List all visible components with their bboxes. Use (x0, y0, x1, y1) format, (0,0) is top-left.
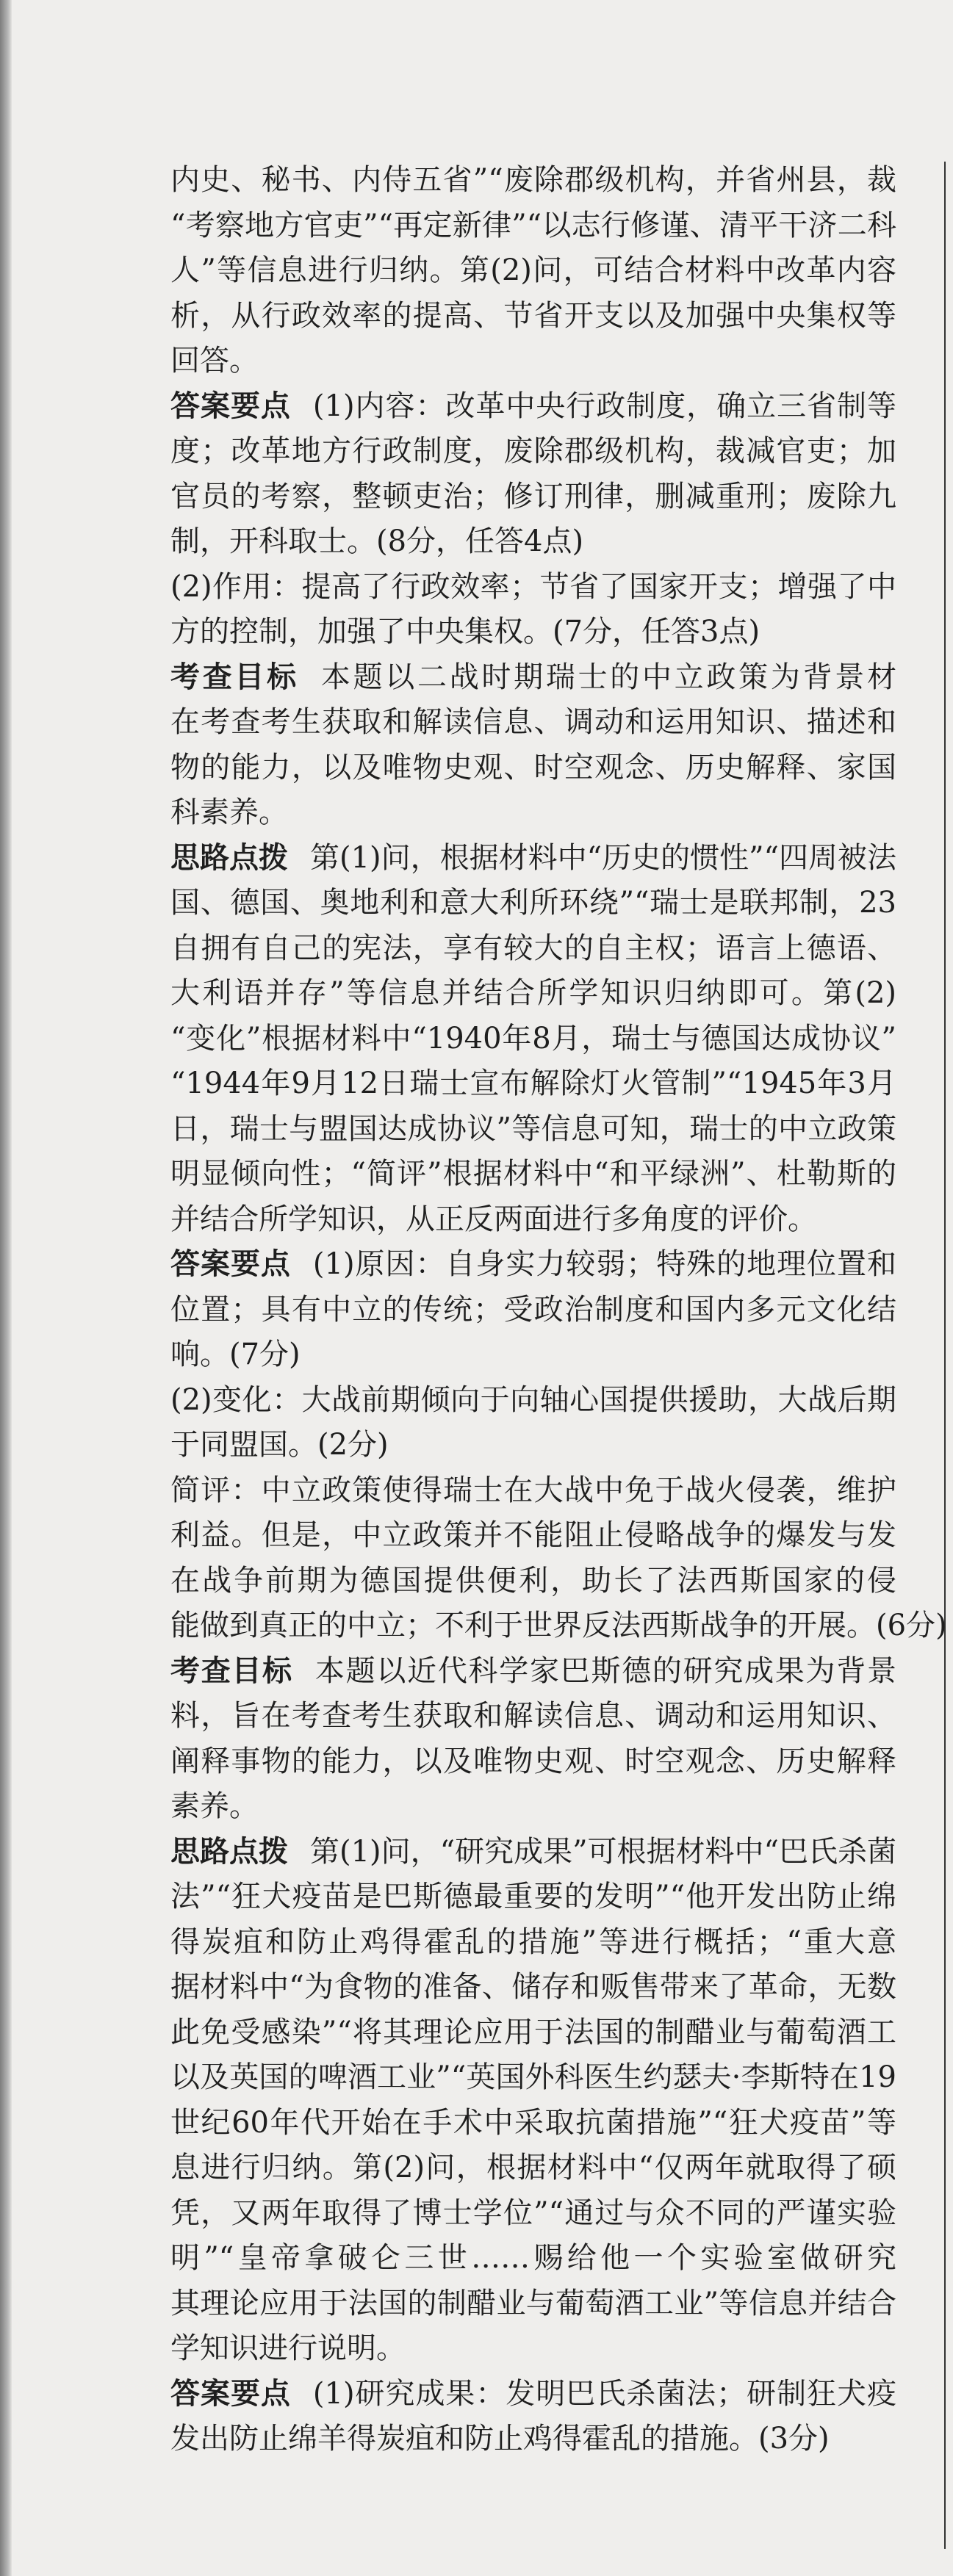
line-text: 据材料中“为食物的准备、储存和贩售带来了革命，无数 (170, 1970, 896, 2004)
text-line (170, 429, 896, 475)
text-line (170, 1378, 896, 1424)
line-text: 以及英国的啤酒工业”“英国外科医生约瑟夫·李斯特在19 (170, 2060, 896, 2094)
text-line (170, 1061, 896, 1107)
answer-text-column (170, 158, 947, 2462)
line-text: 学知识进行说明。 (170, 2331, 406, 2365)
text-line (170, 610, 896, 655)
line-text: 度；改革地方行政制度，废除郡级机构，裁减官吏；加 (170, 434, 896, 468)
line-text: 利益。但是，中立政策并不能阻止侵略战争的爆发与发 (170, 1518, 896, 1552)
line-text: 日，瑞士与盟国达成协议”等信息可知，瑞士的中立政策 (170, 1111, 896, 1146)
line-text: (2)作用：提高了行政效率；节省了国家开支；增强了中 (170, 569, 896, 604)
text-line (170, 519, 896, 565)
text-line (170, 700, 896, 746)
line-text: “变化”根据材料中“1940年8月，瑞士与德国达成协议” (170, 1021, 896, 1056)
section-label: 考查目标 (170, 660, 299, 694)
text-line (170, 2055, 896, 2101)
text-line (170, 1197, 896, 1243)
text-line (170, 2417, 896, 2462)
section-label: 考查目标 (170, 1653, 293, 1688)
line-text: 阐释事物的能力，以及唯物史观、时空观念、历史解释 (170, 1744, 896, 1778)
text-line (170, 2236, 896, 2281)
text-line (170, 1739, 896, 1785)
line-text: 息进行归纳。第(2)问，根据材料中“仅两年就取得了硕 (170, 2151, 896, 2184)
line-text: 明”“皇帝拿破仑三世……赐给他一个实验室做研究 (170, 2241, 896, 2275)
text-line (170, 746, 896, 791)
line-text: 本题以二战时期瑞士的中立政策为背景材 (320, 660, 896, 694)
line-text: (1)原因：自身实力较弱；特殊的地理位置和 (312, 1247, 896, 1281)
line-text: “考察地方官吏”“再定新律”“以志行修谨、清平干济二科 (170, 208, 896, 242)
text-line (170, 475, 896, 520)
line-text: 明显倾向性；“简评”根据材料中“和平绿洲”、杜勒斯的 (170, 1157, 896, 1191)
line-text: 科素养。 (170, 795, 288, 829)
text-line (170, 836, 896, 881)
text-line (170, 1875, 896, 1920)
text-line (170, 1559, 896, 1604)
section-label: 答案要点 (170, 389, 291, 423)
text-line (170, 2146, 896, 2191)
text-line (170, 1152, 896, 1197)
text-line (170, 1288, 896, 1333)
line-text: “1944年9月12日瑞士宣布解除灯火管制”“1945年3月 (170, 1067, 896, 1100)
line-text: 发出防止绵羊得炭疽和防止鸡得霍乱的措施。(3分) (170, 2422, 830, 2456)
text-line (170, 926, 896, 972)
line-text: 位置；具有中立的传统；受政治制度和国内多元文化结 (170, 1292, 896, 1327)
text-line (170, 2281, 896, 2327)
text-line (170, 158, 896, 203)
line-text: 得炭疽和防止鸡得霍乱的措施”等进行概括；“重大意 (170, 1924, 896, 1959)
line-text: 第(1)问，根据材料中“历史的惯性”“四周被法 (310, 840, 896, 875)
text-line (170, 971, 896, 1017)
text-line (170, 1784, 896, 1830)
line-text: 方的控制，加强了中央集权。(7分，任答3点) (170, 615, 760, 649)
text-line (170, 1965, 896, 2010)
text-line (170, 881, 896, 926)
line-text: 料，旨在考查考生获取和解读信息、调动和运用知识、 (170, 1699, 896, 1733)
line-text: 本题以近代科学家巴斯德的研究成果为背景 (314, 1653, 896, 1688)
line-text: 世纪60年代开始在手术中采取抗菌措施”“狂犬疫苗”等 (170, 2105, 896, 2140)
scan-edge-shadow (0, 0, 12, 2576)
text-line (170, 1830, 896, 1875)
column-divider (944, 162, 946, 2549)
text-line (170, 1107, 896, 1152)
line-text: 自拥有自己的宪法，享有较大的自主权；语言上德语、 (170, 931, 896, 965)
line-text: (1)内容：改革中央行政制度，确立三省制等 (312, 389, 896, 423)
text-line (170, 1017, 896, 1062)
text-line (170, 1603, 947, 1649)
line-text: (1)研究成果：发明巴氏杀菌法；研制狂犬疫 (312, 2376, 896, 2411)
text-line (170, 248, 896, 294)
text-line (170, 1423, 896, 1468)
line-text: 此免受感染”“将其理论应用于法国的制醋业与葡萄酒工 (170, 2015, 896, 2049)
line-text: 能做到真正的中立；不利于世界反法西斯战争的开展。(6分) (170, 1609, 947, 1642)
text-line (170, 790, 896, 836)
text-line (170, 2191, 896, 2237)
text-line (170, 2101, 896, 2146)
text-line (170, 1468, 896, 1514)
line-text: 回答。 (170, 344, 259, 378)
line-text: (2)变化：大战前期倾向于向轴心国提供援助，大战后期 (170, 1382, 896, 1417)
line-text: 在考查考生获取和解读信息、调动和运用知识、描述和 (170, 705, 896, 739)
section-label: 思路点拨 (170, 840, 288, 875)
line-text: 人”等信息进行归纳。第(2)问，可结合材料中改革内容 (170, 253, 896, 287)
text-line (170, 1649, 896, 1695)
section-label: 答案要点 (170, 2376, 291, 2411)
line-text: 在战争前期为德国提供便利，助长了法西斯国家的侵 (170, 1563, 896, 1598)
line-text: 凭，又两年取得了博士学位”“通过与众不同的严谨实验 (170, 2196, 896, 2230)
line-text: 其理论应用于法国的制醋业与葡萄酒工业”等信息并结合 (170, 2286, 896, 2320)
text-line (170, 2372, 896, 2417)
line-text: 大利语并存”等信息并结合所学知识归纳即可。第(2) (170, 976, 896, 1010)
section-label: 答案要点 (170, 1247, 291, 1281)
line-text: 素养。 (170, 1789, 259, 1823)
line-text: 简评：中立政策使得瑞士在大战中免于战火侵袭，维护 (170, 1473, 896, 1507)
text-line (170, 1694, 896, 1739)
text-line (170, 2010, 896, 2056)
text-line (170, 339, 896, 384)
text-line (170, 2326, 896, 2372)
text-line (170, 655, 896, 701)
text-line (170, 1332, 896, 1378)
section-label: 思路点拨 (170, 1834, 288, 1869)
line-text: 官员的考察，整顿吏治；修订刑律，删减重刑；废除九 (170, 479, 896, 513)
text-line (170, 203, 896, 249)
line-text: 物的能力，以及唯物史观、时空观念、历史解释、家国 (170, 750, 896, 784)
line-text: 于同盟国。(2分) (170, 1428, 389, 1462)
text-line (170, 1920, 896, 1966)
text-line (170, 294, 896, 339)
line-text: 并结合所学知识，从正反两面进行多角度的评价。 (170, 1202, 817, 1236)
line-text: 响。(7分) (170, 1338, 301, 1371)
line-text: 制，开科取士。(8分，任答4点) (170, 524, 584, 558)
line-text: 法”“狂犬疫苗是巴斯德最重要的发明”“他开发出防止绵 (170, 1880, 896, 1913)
line-text: 第(1)问，“研究成果”可根据材料中“巴氏杀菌 (310, 1834, 896, 1869)
text-line (170, 384, 896, 430)
line-text: 内史、秘书、内侍五省”“废除郡级机构，并省州县，裁 (170, 163, 896, 197)
text-line (170, 1513, 896, 1559)
line-text: 国、德国、奥地利和意大利所环绕”“瑞士是联邦制，23 (170, 886, 896, 920)
line-text: 析，从行政效率的提高、节省开支以及加强中央集权等 (170, 298, 896, 333)
text-line (170, 565, 896, 610)
text-line (170, 1242, 896, 1288)
